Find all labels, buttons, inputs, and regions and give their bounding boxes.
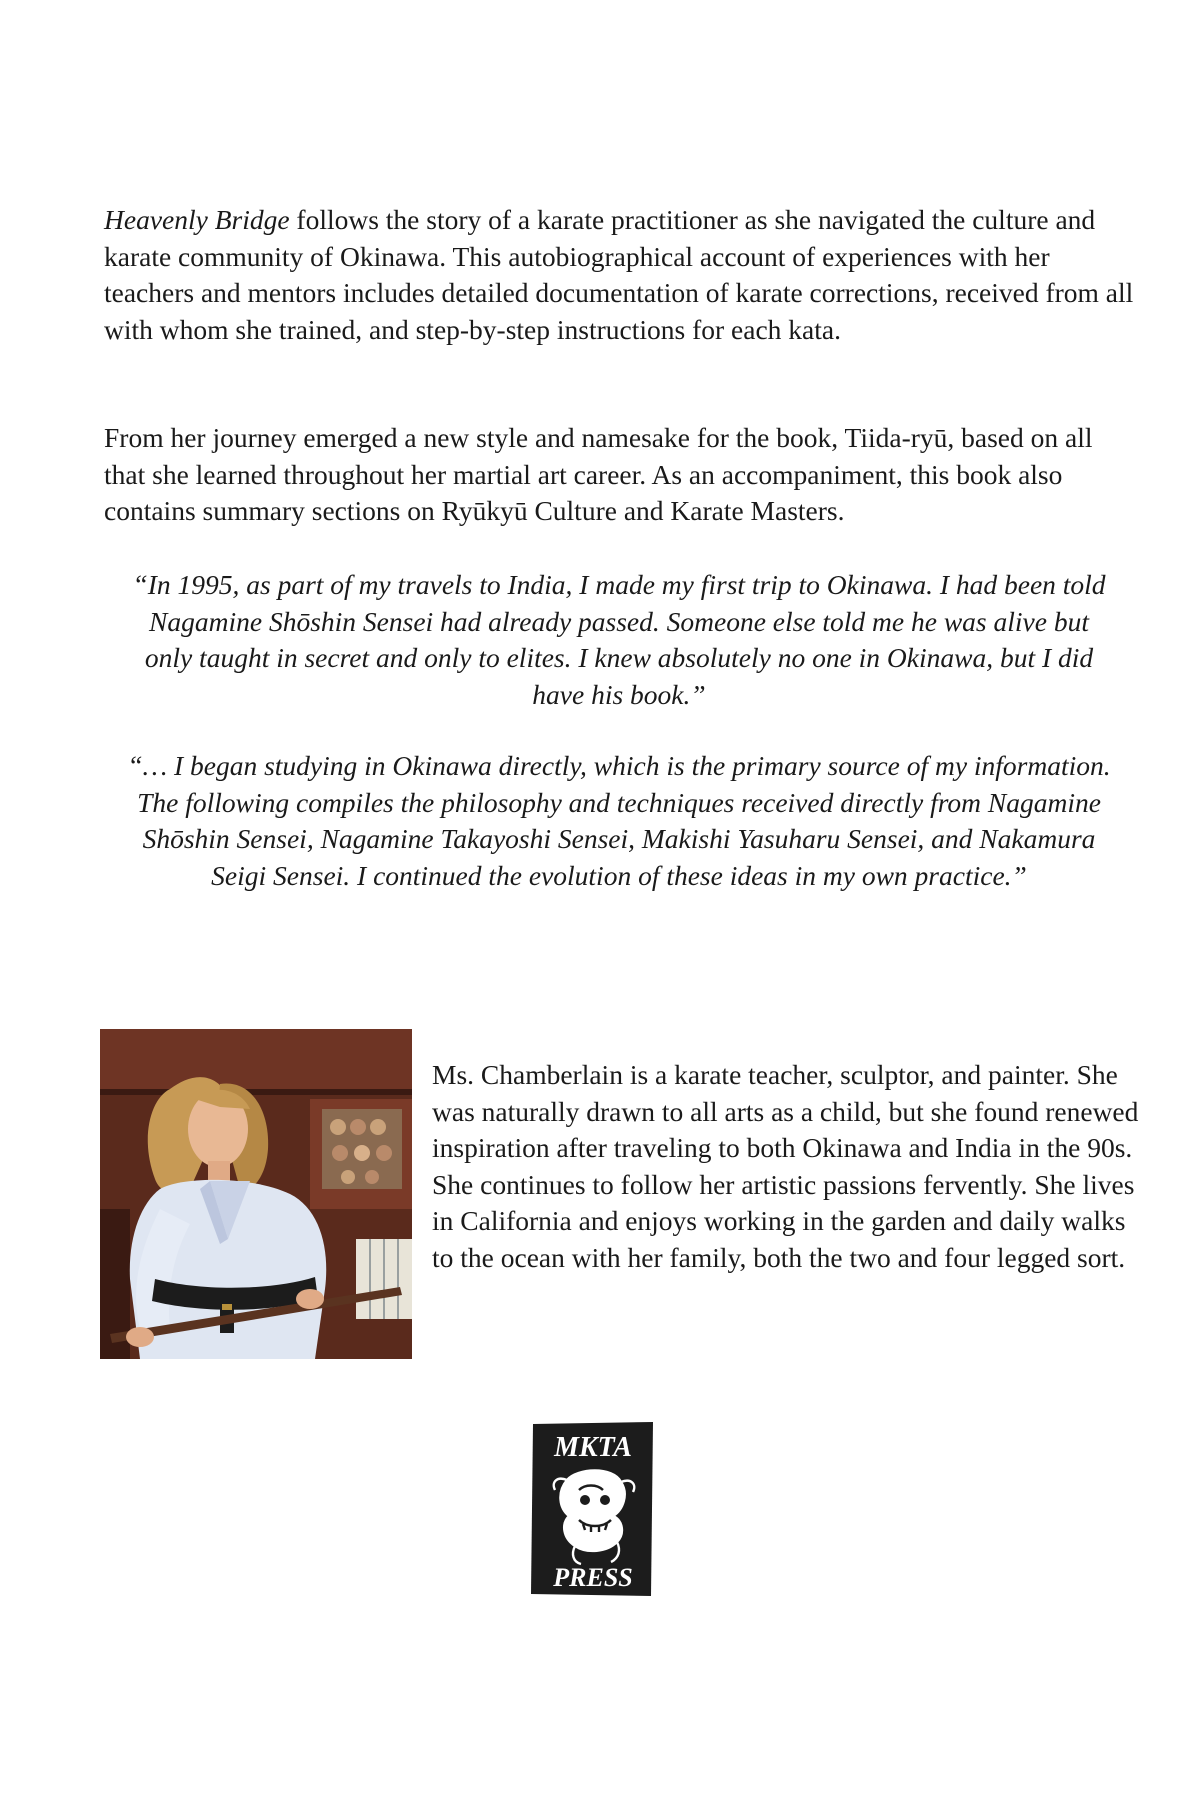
author-quote-2: “… I began studying in Okinawa directly, which is the primary source of my information. The following compiles the philosophy and techniques received directly from Nagamine Shōshin Sensei, Nagamine Takayoshi Sensei, Makishi Yasuharu Sensei, and Nakamura Seigi Sensei. I continued the evolution of these ideas in my own practice.” [127, 750, 1111, 891]
author-photo [100, 1029, 412, 1359]
logo-bottom-text: PRESS [553, 1563, 633, 1592]
description-paragraph-1-text: follows the story of a karate practitioner as she navigated the culture and karate community of Okinawa. This autobiographical account of experiences with her teachers and mentors includes detailed documentation of karate corrections, received from all with whom she trained, and step-by-step instructions for each kata. [104, 204, 1134, 345]
logo-top-text: MKTA [554, 1432, 632, 1463]
book-title: Heavenly Bridge [104, 204, 290, 235]
description-paragraph-1 [104, 202, 1134, 348]
publisher-logo [527, 1420, 659, 1598]
author-quote-1: “In 1995, as part of my travels to India, I made my first trip to Okinawa. I had been told Nagamine Shōshin Sensei had already passed. Someone else told me he was alive but only taught in secret and only to elites. I knew absolutely no one in Okinawa, but I did have his book.” [132, 569, 1106, 710]
description-paragraph-2: From her journey emerged a new style and namesake for the book, Tiida-ryū, based on all that she learned throughout her martial art career. As an accompaniment, this book also contains summary sections on Ryūkyū Culture and Karate Masters. [104, 422, 1093, 526]
author-bio: Ms. Chamberlain is a karate teacher, sculptor, and painter. She was naturally drawn to all arts as a child, but she found renewed inspiration after traveling to both Okinawa and India in the 90s. She continues to follow her artistic passions fervently. She lives in California and enjoys working in the garden and daily walks to the ocean with her family, both the two and four legged sort. [432, 1059, 1139, 1273]
